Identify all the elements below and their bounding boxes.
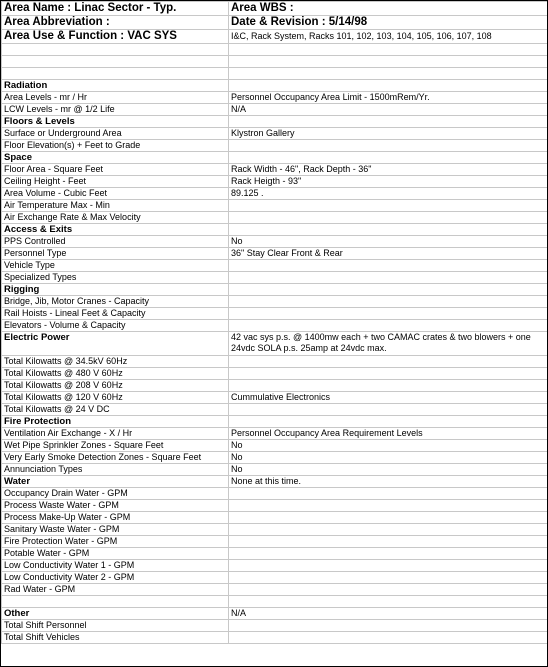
value-cell[interactable]: Cummulative Electronics — [229, 392, 548, 404]
value-cell[interactable] — [229, 320, 548, 332]
value-cell[interactable] — [229, 200, 548, 212]
table-row — [2, 308, 548, 320]
table-row — [2, 488, 548, 500]
value-cell[interactable] — [229, 272, 548, 284]
label-cell[interactable]: Elevators - Volume & Capacity — [2, 320, 229, 332]
value-cell[interactable]: N/A — [229, 104, 548, 116]
table-row — [2, 440, 548, 452]
label-cell[interactable]: Total Kilowatts @ 24 V DC — [2, 404, 229, 416]
label-cell[interactable]: Fire Protection Water - GPM — [2, 536, 229, 548]
section-header-row — [2, 80, 548, 92]
value-cell[interactable] — [229, 140, 548, 152]
header-row-use-function — [2, 30, 548, 44]
date-revision-cell[interactable]: Date & Revision : 5/14/98 — [229, 16, 548, 30]
label-cell[interactable]: Vehicle Type — [2, 260, 229, 272]
label-cell[interactable]: Space — [2, 152, 229, 164]
value-cell[interactable] — [229, 44, 548, 56]
value-cell[interactable] — [229, 416, 548, 428]
area-use-function-cell[interactable]: Area Use & Function : VAC SYS — [2, 30, 229, 44]
section-header-row — [2, 224, 548, 236]
value-cell[interactable] — [229, 572, 548, 584]
table-row — [2, 320, 548, 332]
value-cell[interactable]: N/A — [229, 608, 548, 620]
value-cell[interactable] — [229, 80, 548, 92]
table-row — [2, 140, 548, 152]
label-cell[interactable]: Total Kilowatts @ 120 V 60Hz — [2, 392, 229, 404]
label-cell[interactable]: Air Temperature Max - Min — [2, 200, 229, 212]
table-row — [2, 272, 548, 284]
value-cell[interactable] — [229, 212, 548, 224]
label-cell[interactable]: Area Levels - mr / Hr — [2, 92, 229, 104]
value-cell[interactable] — [229, 488, 548, 500]
value-cell[interactable] — [229, 308, 548, 320]
label-cell[interactable]: Occupancy Drain Water - GPM — [2, 488, 229, 500]
label-cell[interactable]: Floor Area - Square Feet — [2, 164, 229, 176]
value-cell[interactable]: 42 vac sys p.s. @ 1400mw each + two CAMAC crates & two blowers + one 24vdc SOLA p.s. 25amp at 24vdc max. — [229, 332, 548, 356]
table-row — [2, 380, 548, 392]
label-cell[interactable]: Water — [2, 476, 229, 488]
section-header-row — [2, 332, 548, 356]
section-header-row — [2, 152, 548, 164]
header-row-abbreviation — [2, 16, 548, 30]
label-cell[interactable]: Total Kilowatts @ 208 V 60Hz — [2, 380, 229, 392]
label-cell[interactable]: Very Early Smoke Detection Zones - Square Feet — [2, 452, 229, 464]
table-row — [2, 620, 548, 632]
label-cell[interactable]: Specialized Types — [2, 272, 229, 284]
area-abbreviation-cell[interactable]: Area Abbreviation : — [2, 16, 229, 30]
label-cell[interactable]: Electric Power — [2, 332, 229, 356]
label-cell[interactable] — [2, 596, 229, 608]
value-cell[interactable] — [229, 524, 548, 536]
table-row — [2, 500, 548, 512]
area-use-function-value-cell[interactable]: I&C, Rack System, Racks 101, 102, 103, 104, 105, 106, 107, 108 — [229, 30, 548, 44]
section-header-row — [2, 476, 548, 488]
table-row — [2, 560, 548, 572]
label-cell[interactable]: Total Kilowatts @ 34.5kV 60Hz — [2, 356, 229, 368]
label-cell[interactable] — [2, 44, 229, 56]
table-row — [2, 392, 548, 404]
table-row — [2, 188, 548, 200]
label-cell[interactable]: Annunciation Types — [2, 464, 229, 476]
table-row — [2, 452, 548, 464]
table-row — [2, 296, 548, 308]
value-cell[interactable] — [229, 380, 548, 392]
table-row — [2, 128, 548, 140]
value-cell[interactable]: Rack Width - 46", Rack Depth - 36" — [229, 164, 548, 176]
label-cell[interactable]: Process Waste Water - GPM — [2, 500, 229, 512]
label-cell[interactable]: Access & Exits — [2, 224, 229, 236]
label-cell[interactable]: Total Shift Vehicles — [2, 632, 229, 644]
value-cell[interactable] — [229, 584, 548, 596]
value-cell[interactable]: No — [229, 452, 548, 464]
value-cell[interactable] — [229, 68, 548, 80]
table-row — [2, 260, 548, 272]
area-spec-table — [1, 1, 548, 644]
table-row — [2, 236, 548, 248]
value-cell[interactable] — [229, 632, 548, 644]
label-cell[interactable]: Ceiling Height - Feet — [2, 176, 229, 188]
label-cell[interactable]: Floor Elevation(s) + Feet to Grade — [2, 140, 229, 152]
value-cell[interactable]: 89.125 . — [229, 188, 548, 200]
value-cell[interactable]: 36" Stay Clear Front & Rear — [229, 248, 548, 260]
label-cell[interactable]: Floors & Levels — [2, 116, 229, 128]
value-cell[interactable] — [229, 368, 548, 380]
label-cell[interactable]: Fire Protection — [2, 416, 229, 428]
value-cell[interactable]: Klystron Gallery — [229, 128, 548, 140]
section-header-row — [2, 116, 548, 128]
table-row — [2, 524, 548, 536]
label-cell[interactable] — [2, 56, 229, 68]
label-cell[interactable]: Total Kilowatts @ 480 V 60Hz — [2, 368, 229, 380]
section-header-row — [2, 284, 548, 296]
value-cell[interactable] — [229, 404, 548, 416]
value-cell[interactable]: Rack Heigth - 93" — [229, 176, 548, 188]
table-row — [2, 176, 548, 188]
value-cell[interactable] — [229, 56, 548, 68]
label-cell[interactable]: Air Exchange Rate & Max Velocity — [2, 212, 229, 224]
value-cell[interactable] — [229, 284, 548, 296]
header-row-area-name — [2, 2, 548, 16]
section-header-row — [2, 608, 548, 620]
value-cell[interactable]: No — [229, 236, 548, 248]
label-cell[interactable]: Low Conductivity Water 2 - GPM — [2, 572, 229, 584]
label-cell[interactable] — [2, 68, 229, 80]
label-cell[interactable]: PPS Controlled — [2, 236, 229, 248]
value-cell[interactable] — [229, 500, 548, 512]
table-row — [2, 536, 548, 548]
table-row — [2, 428, 548, 440]
table-row — [2, 92, 548, 104]
label-cell[interactable]: LCW Levels - mr @ 1/2 Life — [2, 104, 229, 116]
value-cell[interactable] — [229, 296, 548, 308]
blank-row — [2, 56, 548, 68]
table-row — [2, 632, 548, 644]
value-cell[interactable]: Personnel Occupancy Area Limit - 1500mRem/Yr. — [229, 92, 548, 104]
label-cell[interactable]: Rigging — [2, 284, 229, 296]
table-row — [2, 368, 548, 380]
blank-row — [2, 44, 548, 56]
label-cell[interactable]: Rail Hoists - Lineal Feet & Capacity — [2, 308, 229, 320]
section-header-row — [2, 416, 548, 428]
label-cell[interactable]: Low Conductivity Water 1 - GPM — [2, 560, 229, 572]
table-row — [2, 584, 548, 596]
label-cell[interactable]: Bridge, Jib, Motor Cranes - Capacity — [2, 296, 229, 308]
value-cell[interactable] — [229, 596, 548, 608]
area-wbs-cell[interactable]: Area WBS : — [229, 2, 548, 16]
table-row — [2, 164, 548, 176]
blank-row — [2, 68, 548, 80]
label-cell[interactable]: Personnel Type — [2, 248, 229, 260]
value-cell[interactable] — [229, 356, 548, 368]
label-cell[interactable]: Rad Water - GPM — [2, 584, 229, 596]
value-cell[interactable] — [229, 548, 548, 560]
label-cell[interactable]: Wet Pipe Sprinkler Zones - Square Feet — [2, 440, 229, 452]
value-cell[interactable]: None at this time. — [229, 476, 548, 488]
label-cell[interactable]: Surface or Underground Area — [2, 128, 229, 140]
label-cell[interactable]: Ventilation Air Exchange - X / Hr — [2, 428, 229, 440]
table-row — [2, 212, 548, 224]
table-row — [2, 404, 548, 416]
value-cell[interactable] — [229, 116, 548, 128]
value-cell[interactable]: No — [229, 440, 548, 452]
value-cell[interactable] — [229, 260, 548, 272]
label-cell[interactable]: Sanitary Waste Water - GPM — [2, 524, 229, 536]
blank-row — [2, 596, 548, 608]
label-cell[interactable]: Potable Water - GPM — [2, 548, 229, 560]
value-cell[interactable] — [229, 560, 548, 572]
table-row — [2, 572, 548, 584]
value-cell[interactable] — [229, 536, 548, 548]
label-cell[interactable]: Process Make-Up Water - GPM — [2, 512, 229, 524]
table-row — [2, 548, 548, 560]
table-row — [2, 512, 548, 524]
value-cell[interactable] — [229, 620, 548, 632]
value-cell[interactable] — [229, 224, 548, 236]
value-cell[interactable] — [229, 512, 548, 524]
table-row — [2, 248, 548, 260]
label-cell[interactable]: Total Shift Personnel — [2, 620, 229, 632]
label-cell[interactable]: Radiation — [2, 80, 229, 92]
area-name-cell[interactable]: Area Name : Linac Sector - Typ. — [2, 2, 229, 16]
label-cell[interactable]: Area Volume - Cubic Feet — [2, 188, 229, 200]
table-row — [2, 356, 548, 368]
label-cell[interactable]: Other — [2, 608, 229, 620]
value-cell[interactable] — [229, 152, 548, 164]
table-row — [2, 104, 548, 116]
table-row — [2, 200, 548, 212]
value-cell[interactable]: Personnel Occupancy Area Requirement Levels — [229, 428, 548, 440]
table-row — [2, 464, 548, 476]
value-cell[interactable]: No — [229, 464, 548, 476]
